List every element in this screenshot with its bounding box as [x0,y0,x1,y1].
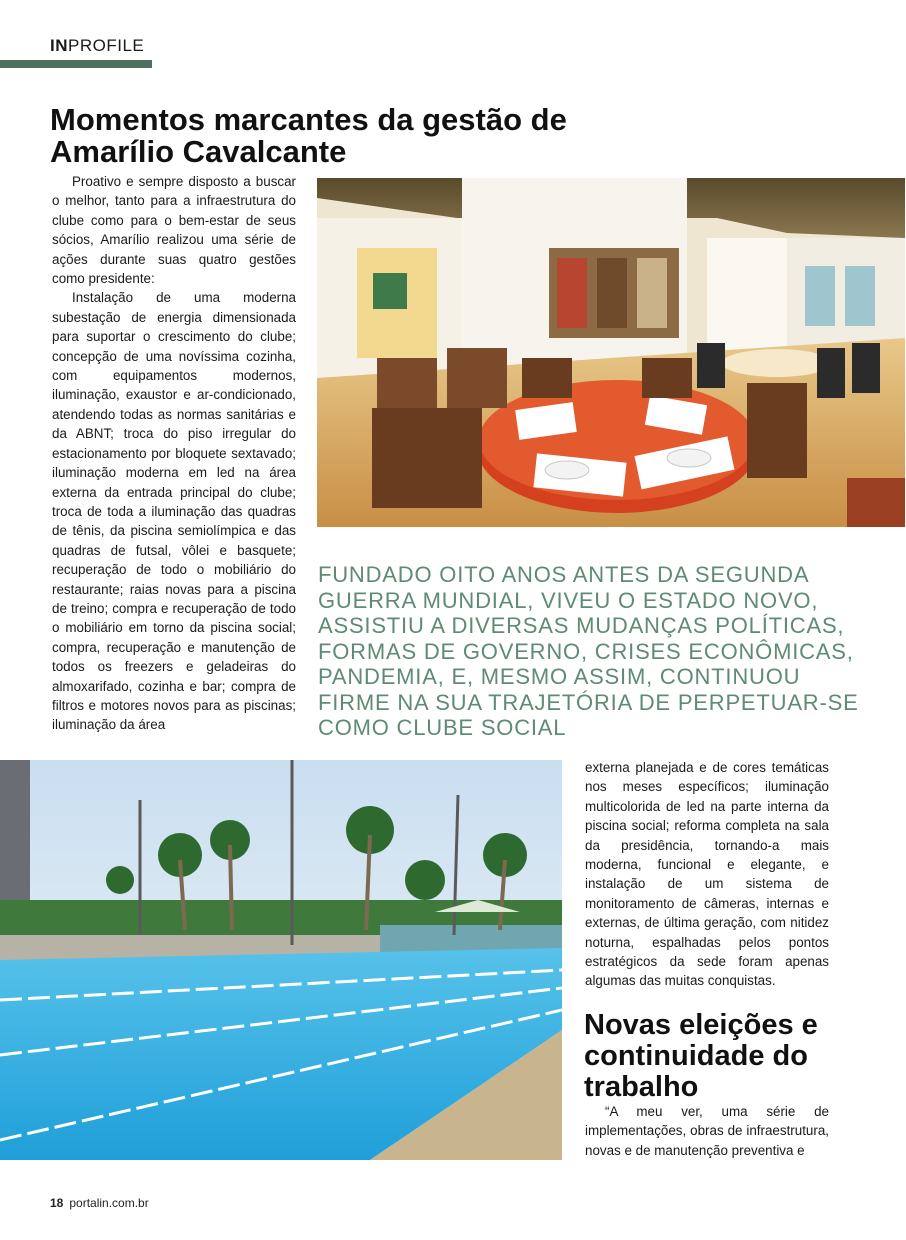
page-footer [50,1196,149,1210]
restaurant-interior-photo [317,178,905,527]
section-label [50,36,144,56]
left-column [52,172,296,735]
intro-paragraph: Proativo e sempre disposto a buscar o melhor, tanto para a infraestrutura do clube como para o bem-estar de seus sócios, Amarílio realizou uma série de ações durante suas quatro gestões como presidente: [52,174,296,287]
right-column [585,758,829,991]
body-paragraph-left: Instalação de uma moderna subestação de energia dimensionada para suportar o crescimento do clube; concepção de uma novíssima cozinha, com equipamentos modernos, iluminação, exaustor e ar-condicionado, atendendo todas as normas sanitárias e da ABNT; troca do piso irregular do estacionamento por bloquete sextavado; iluminação moderna em led na área externa da entrada principal do clube; troca de toda a iluminação das quadras de tênis, da piscina semiolímpica e das quadras de futsal, vôlei e basquete; recuperação de todo o mobiliário do restaurante; raias novas para a piscina de treino; compra e recuperação de todo o mobiliário em torno da piscina social; compra, recuperação e manutenção de todos os freezers e geladeiras do almoxarifado, cozinha e bar; compra de filtros e motores novos para as piscinas; iluminação da área [52,290,296,733]
body-paragraph-quote: “A meu ver, uma série de implementações, obras de infraestrutura, novas e de manutenção preventiva e [585,1104,829,1158]
page-number: 18 [50,1196,64,1210]
article-title: Momentos marcantes da gestão de Amarílio Cavalcante [50,102,567,169]
body-paragraph-right: externa planejada e de cores temáticas nos meses específicos; iluminação multicolorida de led na parte interna da piscina social; reforma completa na sala da presidência, tornando-a mais moderna, funcional e elegante, e instalação de um sistema de monitoramento de câmeras, internas e externas, de última geração, com nitidez noturna, espalhadas pelos pontos estratégicos da sede foram apenas algumas das muitas conquistas. [585,760,829,989]
subheading: Novas eleições e continuidade do trabalho [584,1009,818,1103]
right-column-continued [585,1102,829,1160]
pull-quote: FUNDADO OITO ANOS ANTES DA SEGUNDA GUERRA MUNDIAL, VIVEU O ESTADO NOVO, ASSISTIU A DIVERSAS MUDANÇAS POLÍTICAS, FORMAS DE GOVERNO, CRISES ECONÔMICAS, PANDEMIA, E, MESMO ASSIM, CONTINUOU FIRME NA SUA TRAJETÓRIA DE PERPETUAR-SE COMO CLUBE SOCIAL [318,562,859,740]
section-accent-bar [0,60,152,68]
section-label-bold: IN [50,36,68,55]
swimming-pool-photo [0,760,562,1160]
section-label-rest: PROFILE [68,36,145,55]
site-url: portalin.com.br [69,1196,149,1210]
